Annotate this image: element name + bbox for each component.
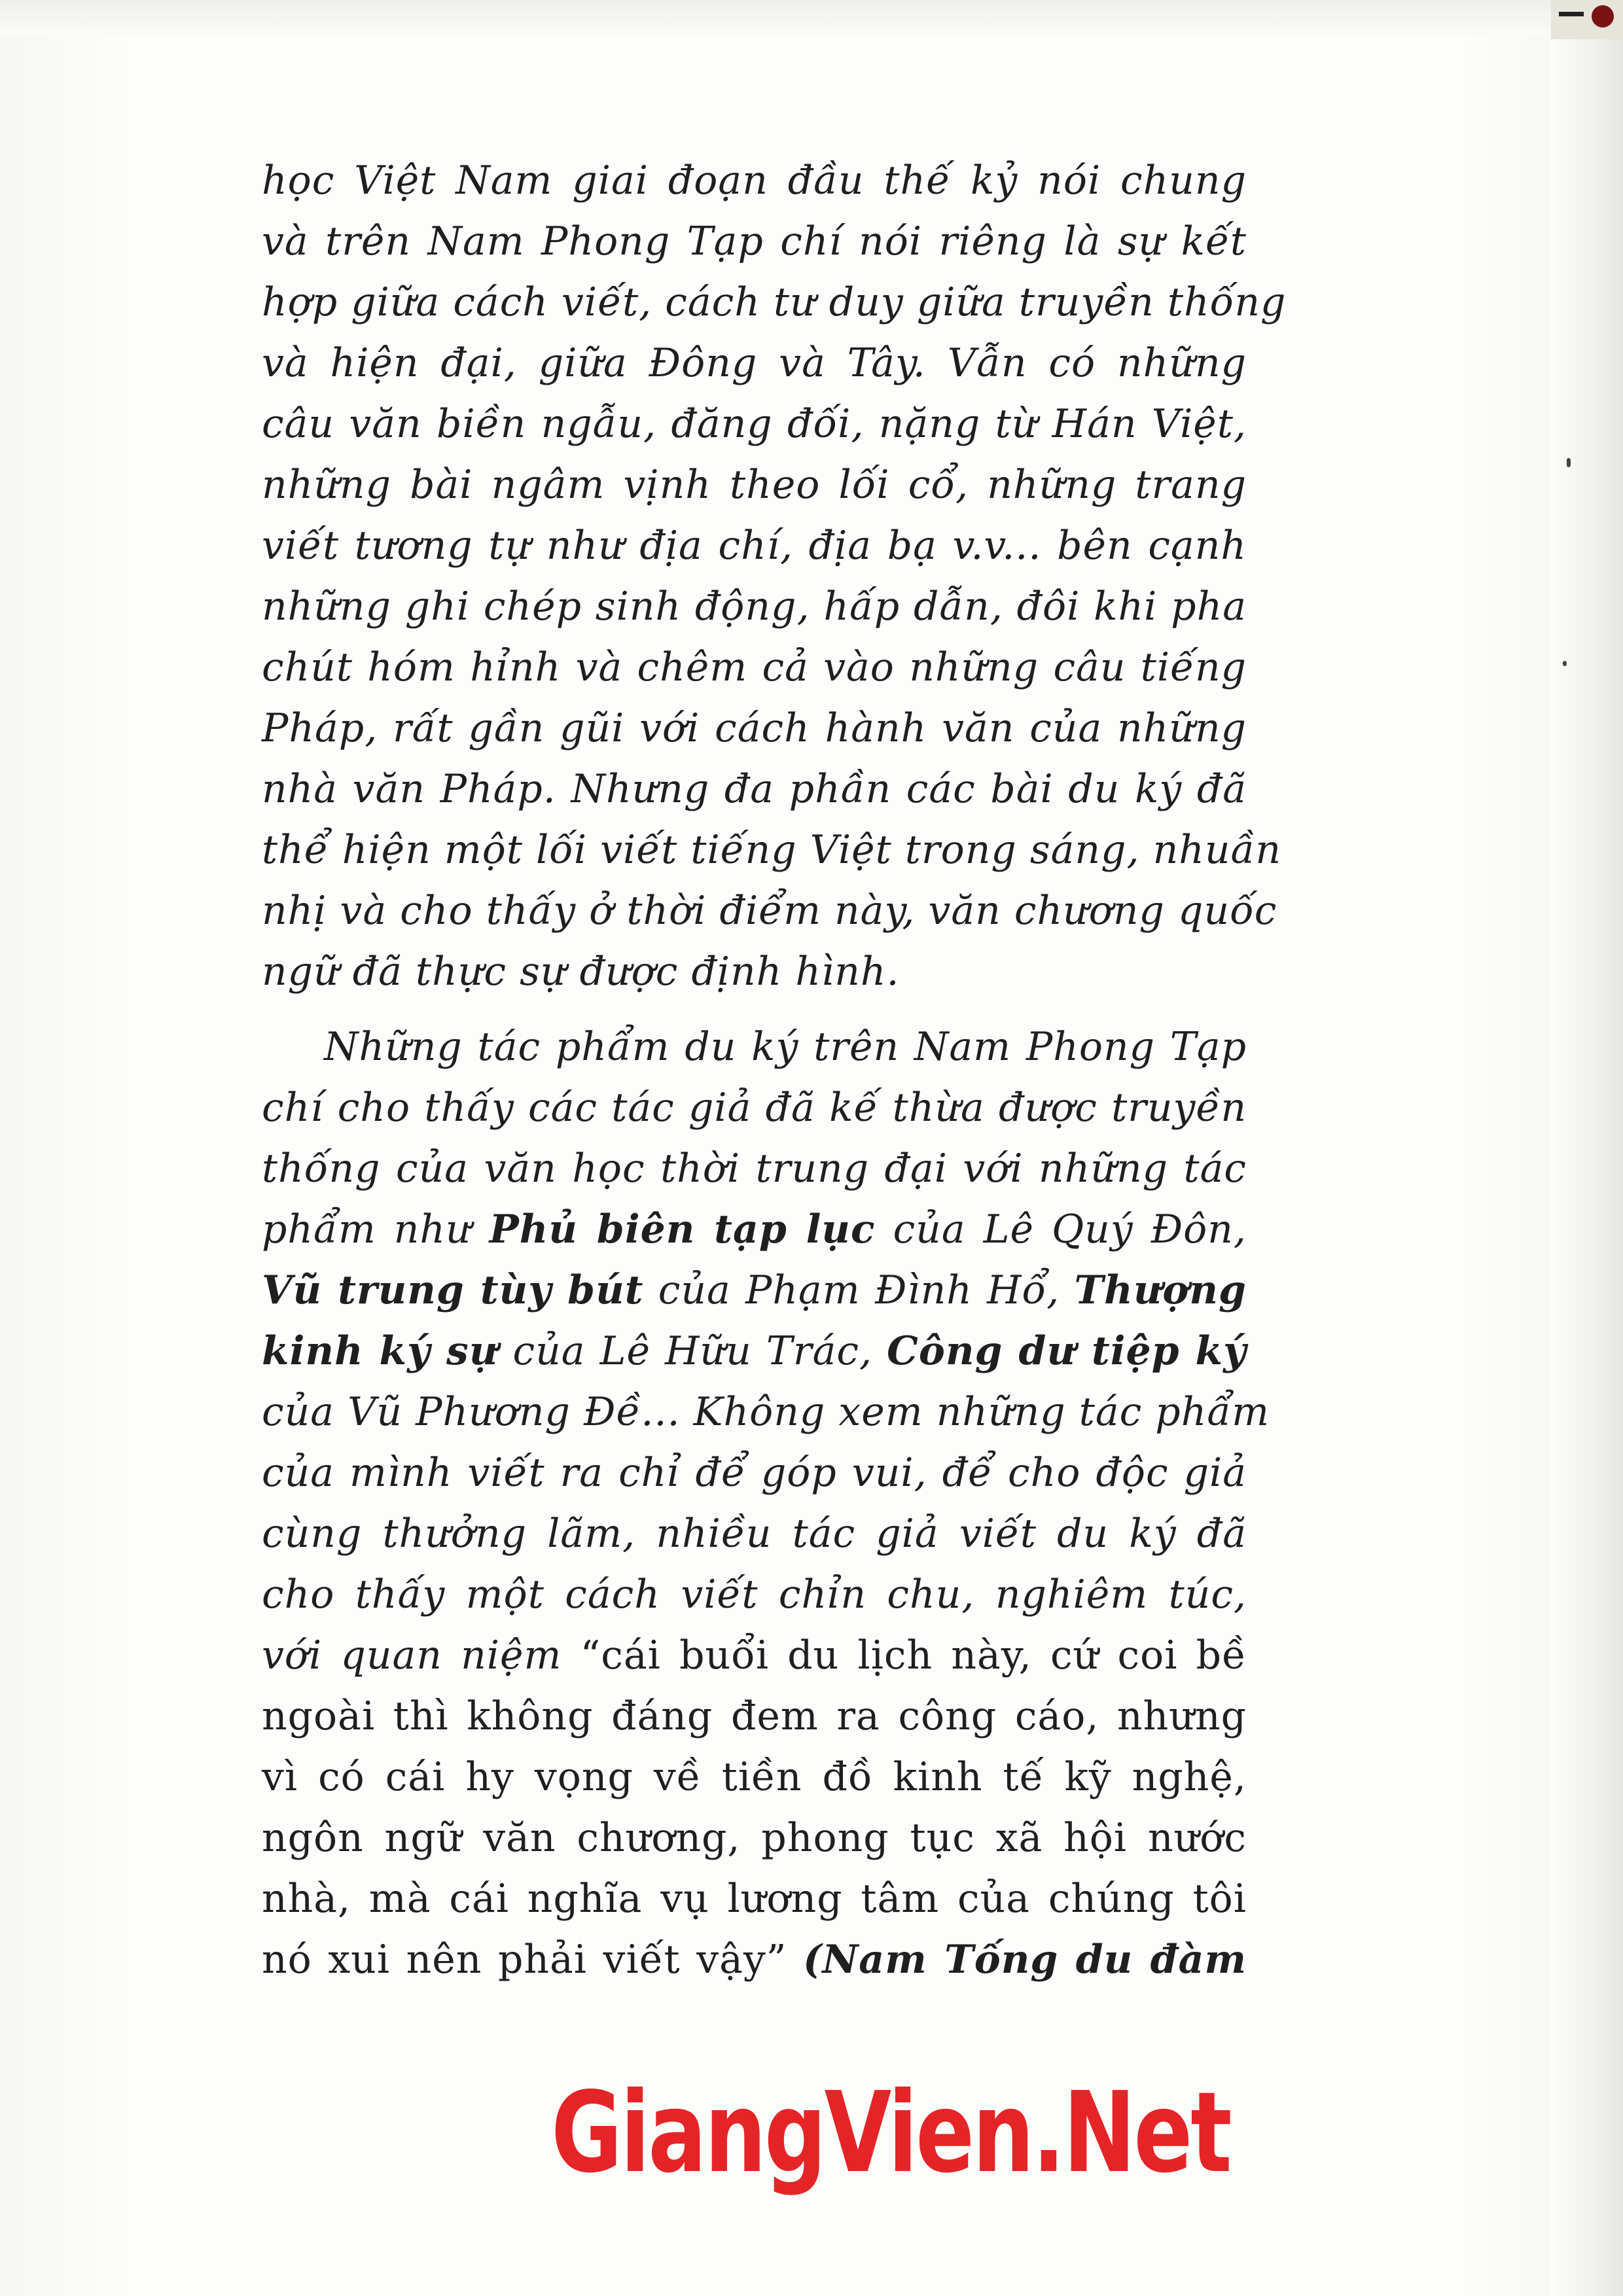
- text-line: [262, 1017, 1247, 1078]
- text-run: của Lê Quý Đôn,: [875, 1207, 1247, 1252]
- text-line: [262, 759, 1247, 820]
- text-line: [262, 394, 1247, 455]
- text-run: những ghi chép sinh động, hấp dẫn, đôi khi pha: [262, 584, 1247, 629]
- text-line: [262, 272, 1287, 333]
- text-run: và hiện đại, giữa Đông và Tây. Vẫn có những: [262, 340, 1247, 386]
- text-run: viết tương tự như địa chí, địa bạ v.v... bên cạnh: [262, 523, 1247, 569]
- text-line: [262, 1382, 1270, 1443]
- text-run: của Phạm Đình Hổ,: [643, 1267, 1075, 1313]
- text-run: chí cho thấy các tác giả đã kế thừa được truyền: [262, 1085, 1247, 1131]
- text-run: những bài ngâm vịnh theo lối cổ, những trang: [262, 462, 1247, 508]
- text-run: ngoài thì không đáng đem ra công cáo, nhưng: [262, 1693, 1247, 1739]
- corner-scan-mark: [1551, 0, 1623, 39]
- text-run: Pháp, rất gần gũi với cách hành văn của những: [262, 705, 1247, 751]
- text-run: chút hóm hỉnh và chêm cả vào những câu tiếng: [262, 645, 1247, 690]
- text-run: nhà, mà cái nghĩa vụ lương tâm của chúng tôi: [262, 1876, 1247, 1922]
- text-run: thể hiện một lối viết tiếng Việt trong sáng, nhuần: [262, 827, 1281, 873]
- text-line: [262, 516, 1247, 576]
- text-run: của Vũ Phương Đề... Không xem những tác phẩm: [262, 1389, 1270, 1435]
- paragraph-1: [262, 150, 1287, 1002]
- watermark-text: GiangVien.Net: [551, 2068, 1230, 2198]
- text-line: [262, 1747, 1247, 1808]
- corner-dash-mark: [1559, 12, 1584, 16]
- text-line: [262, 637, 1247, 698]
- text-run: nhị và cho thấy ở thời điểm này, văn chương quốc: [262, 888, 1277, 934]
- text-line: [262, 1869, 1247, 1930]
- text-line: [262, 455, 1247, 516]
- text-line: [262, 1443, 1247, 1504]
- text-line: [262, 1139, 1247, 1199]
- text-run: học Việt Nam giai đoạn đầu thế kỷ nói chung: [262, 158, 1247, 203]
- text-run: nó xui nên phải viết vậy”: [262, 1937, 804, 1983]
- text-line: [262, 1199, 1247, 1260]
- text-run: vì có cái hy vọng về tiền đồ kinh tế kỹ nghệ,: [262, 1754, 1247, 1800]
- text-line: [262, 1686, 1247, 1747]
- text-line: [262, 150, 1247, 211]
- book-title-emphasis: Vũ trung tùy bút: [262, 1267, 644, 1313]
- text-line: [262, 333, 1247, 394]
- text-line: [262, 942, 1247, 1002]
- book-title-emphasis: kinh ký sự: [262, 1328, 499, 1374]
- text-run: “cái buổi du lịch này, cứ coi bề: [580, 1633, 1247, 1678]
- scan-speck: [1567, 458, 1571, 467]
- text-run: câu văn biền ngẫu, đăng đối, nặng từ Hán Việt,: [262, 401, 1247, 447]
- text-line: [262, 1930, 1247, 1990]
- text-line: [262, 1564, 1247, 1625]
- text-line: [262, 1260, 1247, 1321]
- text-run: với quan niệm: [262, 1633, 580, 1678]
- text-run: thống của văn học thời trung đại với những tác: [262, 1146, 1247, 1192]
- text-run: ngôn ngữ văn chương, phong tục xã hội nước: [262, 1815, 1247, 1861]
- text-line: [262, 211, 1247, 272]
- page-binding-edge: [1551, 0, 1623, 2296]
- text-run: nhà văn Pháp. Nhưng đa phần các bài du ký đã: [262, 766, 1247, 812]
- scan-speck: [1563, 661, 1567, 666]
- text-line: [262, 1504, 1247, 1564]
- text-line: [262, 1808, 1247, 1869]
- text-run: ngữ đã thực sự được định hình.: [262, 949, 900, 995]
- text-line: [262, 698, 1247, 759]
- text-line: [262, 881, 1277, 942]
- text-run: phẩm như: [262, 1207, 490, 1252]
- text-line: [262, 1321, 1247, 1382]
- text-line: [262, 820, 1281, 881]
- page-top-edge: [0, 0, 1623, 36]
- text-line: [262, 576, 1247, 637]
- text-run: cùng thưởng lãm, nhiều tác giả viết du ký đã: [262, 1511, 1247, 1557]
- body-text: [262, 150, 1287, 1990]
- book-title-emphasis: (Nam Tống du đàm: [803, 1937, 1247, 1983]
- text-run: hợp giữa cách viết, cách tư duy giữa truyền thống: [262, 279, 1287, 325]
- book-title-emphasis: Phủ biên tạp lục: [489, 1207, 876, 1252]
- text-run: của Lê Hữu Trác,: [498, 1328, 887, 1374]
- book-title-emphasis: Công dư tiệp ký: [887, 1328, 1247, 1374]
- paragraph-2: [262, 1017, 1270, 1990]
- text-line: [262, 1078, 1247, 1139]
- corner-dot-mark: [1592, 5, 1614, 27]
- text-run: cho thấy một cách viết chỉn chu, nghiêm túc,: [262, 1572, 1247, 1617]
- book-title-emphasis: Thượng: [1074, 1267, 1247, 1313]
- text-run: Những tác phẩm du ký trên Nam Phong Tạp: [324, 1024, 1247, 1070]
- paragraph-gap: [262, 1002, 1247, 1017]
- text-run: và trên Nam Phong Tạp chí nói riêng là sự kết: [262, 219, 1247, 264]
- text-line: [262, 1625, 1247, 1686]
- text-run: của mình viết ra chỉ để góp vui, để cho độc giả: [262, 1450, 1247, 1496]
